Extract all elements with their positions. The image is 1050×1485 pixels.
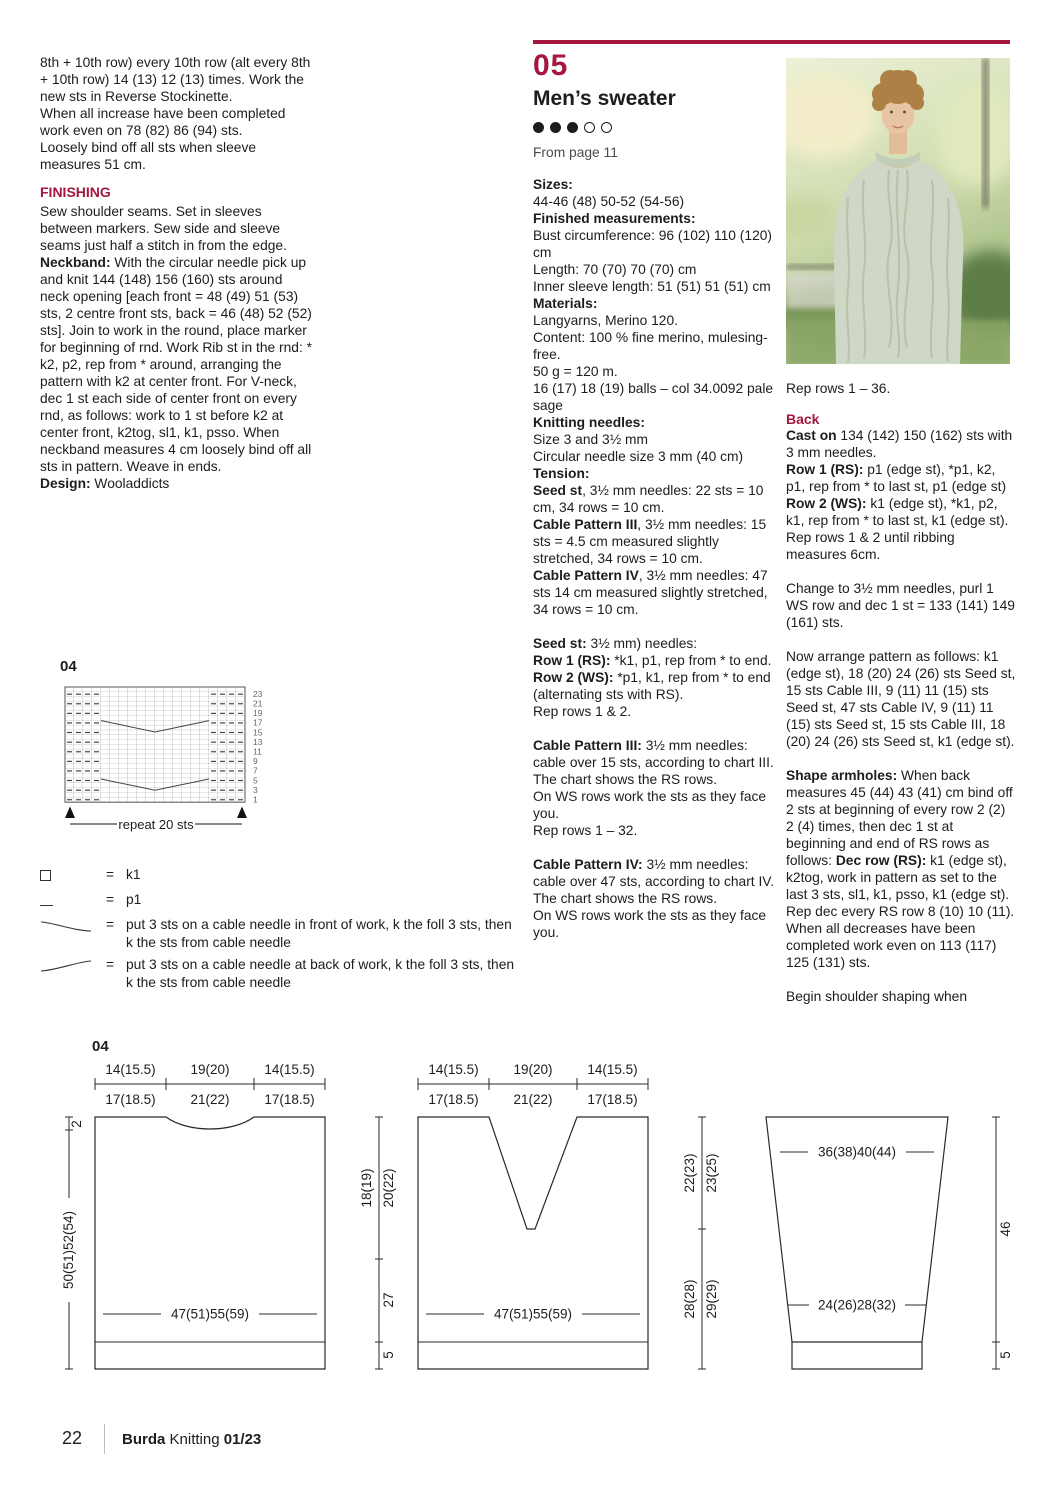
pattern-number: 05 <box>533 49 569 82</box>
paragraph: Row 2 (WS): *p1, k1, rep from * to end (alternating sts with RS). <box>533 670 771 702</box>
repeat-arrow-left <box>65 807 75 819</box>
dim-label: 23(25) <box>704 1153 719 1193</box>
paragraph: Rep rows 1 – 32. <box>533 823 638 838</box>
knitting-chart <box>64 686 294 838</box>
legend-text: k1 <box>126 867 141 882</box>
row-number: 19 <box>253 708 263 719</box>
paragraph: On WS rows work the sts as they face you. <box>533 789 767 821</box>
from-page-reference: From page 11 <box>533 145 618 160</box>
dim-label: 2 <box>69 1120 84 1128</box>
schematic-sleeve <box>750 1056 1050 1381</box>
paragraph: Cable Pattern III: 3½ mm needles: cable over 15 sts, according to chart III. <box>533 738 774 770</box>
row-number: 21 <box>253 698 263 709</box>
dim-label: 29(29) <box>704 1279 719 1319</box>
paragraph: Now arrange pattern as follows: k1 (edge st), 18 (20) 24 (26) sts Seed st, 15 sts Cable III, 9 (11) 11 (15) sts Seed st, 47 sts Cable IV, 9 (11) 11 (15) sts Seed st, 15 sts Cable III, 18 (20) 24 (26) sts Seed st, k1 (edge st). <box>786 649 1016 749</box>
paragraph: Cable Pattern IV, 3½ mm needles: 47 sts 14 cm measured slightly stretched, 34 rows = 10 cm. <box>533 568 768 617</box>
equals-sign: = <box>106 917 115 932</box>
row-number: 17 <box>253 717 263 728</box>
shape-armholes-block <box>786 767 1016 971</box>
paragraph: Change to 3½ mm needles, purl 1 WS row and dec 1 st = 133 (141) 149 (161) sts. <box>786 581 1015 630</box>
legend-text: p1 <box>126 892 142 907</box>
chart-row-numbers <box>253 689 263 805</box>
paragraph: Circular needle size 3 mm (40 cm) <box>533 449 744 464</box>
paragraph: Neckband: With the circular needle pick up and knit 144 (148) 156 (160) sts around neck opening [each front = 48 (49) 51 (53) sts, 2 centre front sts, back = 46 (48) 52 (52) sts]. Join to work in the round, place marker for beginning of rnd. Work Rib st in the rnd: * k2, p2, rep from * around, arranging the pattern with k2 at center front. For V-neck, dec 1 st each side of center front on every rnd, as follows: work to 1 st before k2 at center front, k2tog, sl1, k1, psso. When neckband measures 4 cm loosely bind off all sts in pattern. Weave in ends. <box>40 255 312 474</box>
difficulty-dot-empty <box>601 122 612 133</box>
paragraph: Rep rows 1 & 2. <box>533 704 632 719</box>
k1-symbol-icon <box>40 870 51 881</box>
repeat-label: repeat 20 sts <box>118 817 194 832</box>
paragraph: 44-46 (48) 50-52 (54-56) <box>533 194 685 209</box>
difficulty-dot-filled <box>567 122 578 133</box>
paragraph: Finished measurements: <box>533 211 696 226</box>
chart-legend <box>40 866 518 996</box>
cable-pattern-3-block <box>533 737 778 839</box>
dim-label: 19(20) <box>190 1062 230 1077</box>
row-number: 7 <box>253 765 258 776</box>
middle-column <box>533 176 778 941</box>
row-number: 3 <box>253 784 258 795</box>
paragraph: Cable Pattern IV: 3½ mm needles: cable over 47 sts, according to chart IV. <box>533 857 775 889</box>
chart-label: 04 <box>60 658 77 675</box>
row-number: 11 <box>253 746 262 757</box>
paragraph: Length: 70 (70) 70 (70) cm <box>533 262 697 277</box>
needle-change-block <box>786 580 1016 631</box>
paragraph: Inner sleeve length: 51 (51) 51 (51) cm <box>533 279 771 294</box>
dim-label: 17(18.5) <box>587 1092 638 1107</box>
dim-label: 5 <box>998 1351 1013 1359</box>
seed-stitch-block <box>533 635 778 720</box>
dim-label: 14(15.5) <box>428 1062 479 1077</box>
dim-label: 17(18.5) <box>264 1092 315 1107</box>
legend-item-cable-front <box>40 916 518 951</box>
pattern-title: Men’s sweater <box>533 87 676 110</box>
paragraph: On WS rows work the sts as they face you. <box>533 908 767 940</box>
paragraph: 50 g = 120 m. <box>533 364 618 379</box>
paragraph: Langyarns, Merino 120. <box>533 313 678 328</box>
paragraph: 16 (17) 18 (19) balls – col 34.0092 pale sage <box>533 381 774 413</box>
paragraph: Content: 100 % fine merino, mulesing-free. <box>533 330 768 362</box>
dim-label: 47(51)55(59) <box>170 1306 250 1322</box>
dim-label: 5 <box>381 1351 396 1359</box>
row-number: 9 <box>253 756 258 767</box>
paragraph: Seed st: 3½ mm) needles: <box>533 636 698 651</box>
p1-symbol-icon <box>40 905 53 907</box>
repeat-arrow-right <box>237 807 247 819</box>
paragraph: Sew shoulder seams. Set in sleeves between markers. Sew side and sleeve seams just half a stitch in from the edge. <box>40 204 287 253</box>
paragraph: The chart shows the RS rows. <box>533 891 718 906</box>
difficulty-dot-filled <box>550 122 561 133</box>
back-outline <box>95 1117 325 1369</box>
paragraph: Bust circumference: 96 (102) 110 (120) cm <box>533 228 773 260</box>
dim-label: 22(23) <box>682 1153 697 1193</box>
left-column <box>40 54 314 492</box>
model-photo <box>786 58 1010 364</box>
schematic-label: 04 <box>92 1038 109 1055</box>
dim-label: 14(15.5) <box>587 1062 638 1077</box>
difficulty-rating <box>533 122 778 135</box>
finishing-heading: FINISHING <box>40 184 111 200</box>
legend-text: put 3 sts on a cable needle at back of work, k the foll 3 sts, then k the sts from cable needle <box>126 957 515 990</box>
back-ribbing-block <box>786 427 1016 563</box>
schematic-front <box>406 1056 728 1381</box>
difficulty-dot-filled <box>533 122 544 133</box>
paragraph: Materials: <box>533 296 598 311</box>
dim-label: 17(18.5) <box>428 1092 479 1107</box>
page-number: 22 <box>62 1428 83 1448</box>
right-column <box>786 380 1016 1005</box>
paragraph: Row 1 (RS): p1 (edge st), *p1, k2, p1, rep from * to last st, p1 (edge st) <box>786 462 1007 494</box>
dim-label: 36(38)40(44) <box>817 1144 897 1160</box>
design-credit: Design: Wooladdicts <box>40 476 170 491</box>
dim-label: 28(28) <box>682 1279 697 1319</box>
chart-purl-right <box>209 687 245 802</box>
paragraph: Size 3 and 3½ mm <box>533 432 649 447</box>
dim-label: 21(22) <box>513 1092 553 1107</box>
legend-item-cable-back <box>40 956 518 991</box>
dim-label: 18(19) <box>359 1168 374 1208</box>
paragraph: Tension: <box>533 466 590 481</box>
legend-text: put 3 sts on a cable needle in front of work, k the foll 3 sts, then k the sts from cable needle <box>126 917 512 950</box>
dim-label: 20(22) <box>381 1168 396 1208</box>
dim-label: 21(22) <box>190 1092 230 1107</box>
paragraph: Cable Pattern III, 3½ mm needles: 15 sts = 4.5 cm measured slightly stretched, 34 rows = 10 cm. <box>533 517 767 566</box>
paragraph: The chart shows the RS rows. <box>533 772 718 787</box>
back-section-heading: Back <box>786 411 820 427</box>
dim-label: 24(26)28(32) <box>817 1297 897 1313</box>
difficulty-dot-empty <box>584 122 595 133</box>
cable-front-symbol-icon <box>40 918 92 934</box>
dim-label: 14(15.5) <box>264 1062 315 1077</box>
cable-pattern-4-block <box>533 856 778 941</box>
dim-label: 50(51)52(54) <box>61 1210 76 1290</box>
row-number: 15 <box>253 727 263 738</box>
front-outline <box>418 1117 648 1369</box>
paragraph: When all increase have been completed work even on 78 (82) 86 (94) sts. <box>40 106 286 138</box>
sleeve-cuff <box>792 1342 922 1369</box>
dim-label: 47(51)55(59) <box>493 1306 573 1322</box>
row-number: 23 <box>253 688 263 699</box>
paragraph: Row 2 (WS): k1 (edge st), *k1, p2, k1, rep from * to last st, k1 (edge st). Rep rows 1 & 2 until ribbing measures 6cm. <box>786 496 1009 562</box>
legend-item-k1 <box>40 866 518 886</box>
schematic-back <box>45 1056 410 1381</box>
shoulder-shaping-block <box>786 988 1016 1005</box>
dim-label: 17(18.5) <box>105 1092 156 1107</box>
equals-sign: = <box>106 957 115 972</box>
pattern-header <box>533 50 778 160</box>
paragraph: Cast on 134 (142) 150 (162) sts with 3 mm needles. <box>786 428 1013 460</box>
tree-trunk <box>982 58 989 208</box>
paragraph: Loosely bind off all sts when sleeve measures 51 cm. <box>40 140 257 172</box>
paragraph: Knitting needles: <box>533 415 645 430</box>
paragraph: Row 1 (RS): *k1, p1, rep from * to end. <box>533 653 772 668</box>
paragraph: Rep rows 1 – 36. <box>786 381 891 396</box>
pattern-arrangement-block <box>786 648 1016 750</box>
row-number: 1 <box>253 794 258 805</box>
equals-sign: = <box>106 867 115 882</box>
magazine-brand: Burda Knitting 01/23 <box>122 1431 262 1448</box>
dim-label: 14(15.5) <box>105 1062 156 1077</box>
dim-label: 19(20) <box>513 1062 553 1077</box>
cable-back-symbol-icon <box>40 958 92 974</box>
specs-block <box>533 176 778 618</box>
paragraph: Shape armholes: When back measures 45 (44) 43 (41) cm bind off 2 sts at beginning of every row 2 (2) 2 (4) times, then dec 1 st at beginning and end of RS rows as follows: Dec row (RS): k1 (edge st), k2tog, work in pattern as set to the last 3 sts, sl1, k1, psso, k1 (edge st). Rep dec every RS row 8 (10) 10 (11). When all decreases have been completed work even on 113 (117) 125 (131) sts. <box>786 768 1015 970</box>
chart-purl-left <box>65 687 101 802</box>
dim-label: 46 <box>998 1221 1013 1237</box>
footer-divider <box>104 1424 105 1454</box>
section-rule <box>533 40 1010 44</box>
dim-label: 27 <box>381 1292 396 1308</box>
row-number: 13 <box>253 736 263 747</box>
paragraph: Begin shoulder shaping when <box>786 989 968 1004</box>
paragraph: Seed st, 3½ mm needles: 22 sts = 10 cm, 34 rows = 10 cm. <box>533 483 764 515</box>
equals-sign: = <box>106 892 115 907</box>
paragraph: Sizes: <box>533 177 573 192</box>
row-number: 5 <box>253 775 258 786</box>
paragraph: 8th + 10th row) every 10th row (alt every 8th + 10th row) 14 (13) 12 (13) times. Work the new sts in Reverse Stockinette. <box>40 55 311 104</box>
legend-item-p1 <box>40 891 518 911</box>
